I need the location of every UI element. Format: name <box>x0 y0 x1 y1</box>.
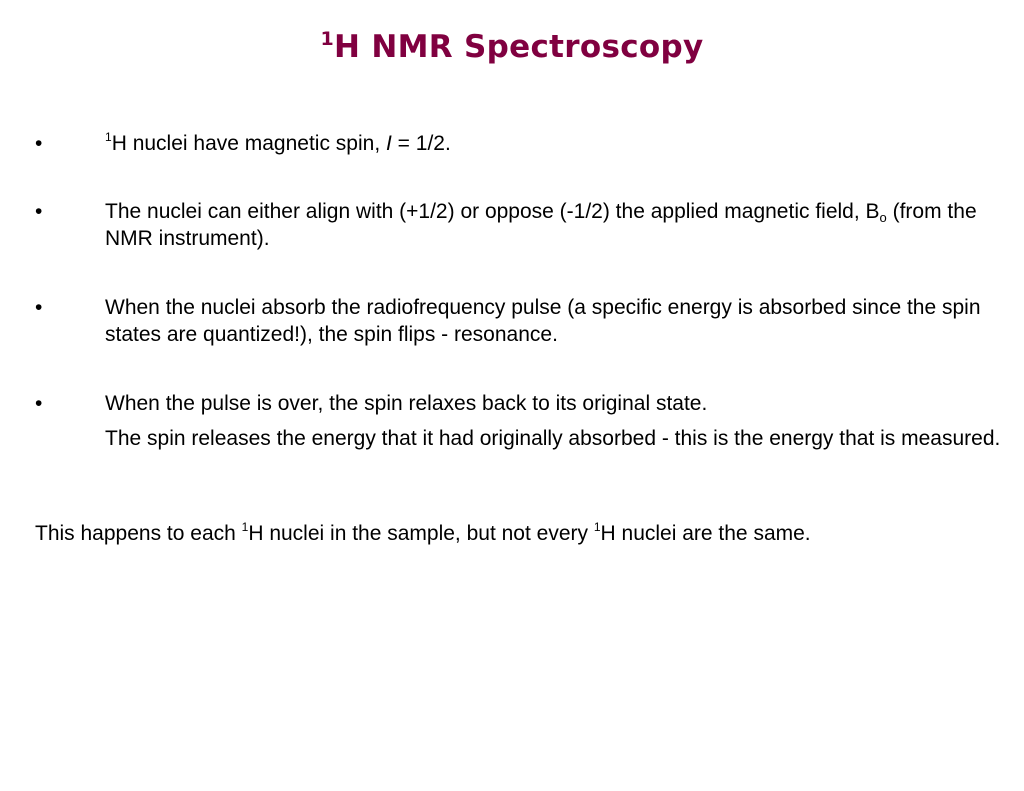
bullet-marker: • <box>35 132 43 155</box>
title-superscript: 1 <box>320 28 335 50</box>
bullet-text <box>105 198 1010 252</box>
bullet-marker: • <box>35 296 43 319</box>
superscript: 1 <box>105 130 112 144</box>
bullet-marker: • <box>35 200 43 223</box>
slide-title <box>0 28 1024 65</box>
subscript: o <box>879 210 887 225</box>
text-span: This happens to each <box>35 522 242 545</box>
italic-symbol: I <box>386 132 392 155</box>
superscript: 1 <box>241 520 249 534</box>
bullet-text: When the pulse is over, the spin relaxes back to its original state. <box>105 392 708 415</box>
superscript: 1 <box>593 520 601 534</box>
closing-text <box>35 520 1005 547</box>
bullet-text: When the nuclei absorb the radiofrequency pulse (a specific energy is absorbed since the spin states are quantized!), the spin flips - resonance. <box>105 296 981 346</box>
bullet-marker: • <box>35 392 43 415</box>
text-span: H nuclei in the sample, but not every <box>248 522 594 545</box>
text-span: H nuclei have magnetic spin, <box>111 132 386 155</box>
bullet-text <box>105 130 1010 157</box>
text-span: = 1/2. <box>391 132 451 155</box>
text-span: (from the NMR instrument). <box>105 200 977 250</box>
title-text: H NMR Spectroscopy <box>334 29 704 65</box>
text-span: H nuclei are the same. <box>600 522 811 545</box>
text-span: The nuclei can either align with (+1/2) or oppose (-1/2) the applied magnetic field, B <box>105 200 880 223</box>
bullet-continuation-text: The spin releases the energy that it had originally absorbed - this is the energy that is measured. <box>105 427 1001 450</box>
